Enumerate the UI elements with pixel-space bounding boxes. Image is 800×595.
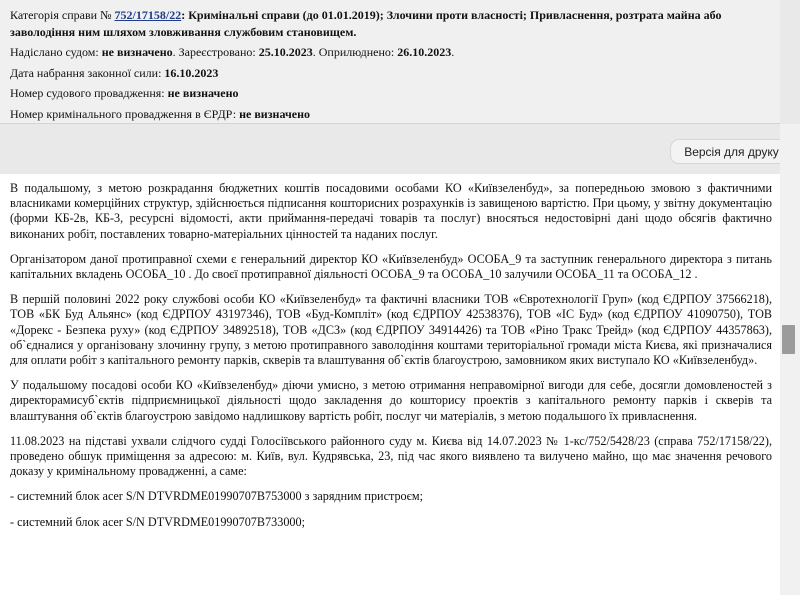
court-proc-value: не визначено	[167, 86, 239, 100]
document-text	[0, 174, 780, 530]
erdr-row	[10, 106, 780, 123]
case-number-link[interactable]: 752/17158/22	[114, 8, 182, 22]
document-paragraph: В подальшому, з метою розкрадання бюджетних коштів посадовими особами КО «Київзеленбуд», за попередньою змовою з фактичними власниками комерційних структур, здійснюється підписання кошторисних розрахунків із завищеною вартістю. При цьому, у звітну документацію (форми КБ-2в, КБ-3, ресурсні відомості, акти приймання-передачі товарів та послуг) вносяться недостовірні дані щодо обсягів фактично виконаних робіт, поставлених товарно-матеріальних цінностей та наданих послуг.	[10, 181, 772, 241]
effective-label: Дата набрання законної сили:	[10, 65, 162, 80]
document-paragraph: В першій половині 2022 року службові особи КО «Київзеленбуд» та фактичні власники ТОВ «Євротехнології Груп» (код ЄДРПОУ 37566218), ТОВ «БК Буд Альянс» (код ЄДРПОУ 43197346), ТОВ «Буд-Комплiт» (код ЄДРПОУ 42538376), ТОВ «IC Буд» (код ЄДРПОУ 41090750), ТОВ «Дорекс - Безпека руху» (код ЄДРПОУ 34892518), ТОВ «ДСЗ» (код ЄДРПОУ 34914426) та ТОВ «Ріно Тракс Трейд» (код ЄДРПОУ 44357863), об`єдналися у організовану злочинну групу, з метою протиправного заволодіння коштами територіальної громади міста Києва, які призначалися для оплати робіт з капітального ремонту парків, скверів та влаштування об`єктів благоустрою, замовником яких виступало КО «Київзеленбуд».	[10, 292, 772, 368]
erdr-label: Номер кримінального провадження в ЄРДР:	[10, 106, 237, 121]
category-value: : Кримінальні справи (до 01.01.2019); Злочини проти власності; Привласнення, розтрата майна або заволодіння ним шляхом зловживання службовим становищем.	[10, 8, 722, 39]
scrollbar[interactable]	[780, 124, 800, 595]
case-category-row	[10, 7, 780, 40]
document-body	[0, 174, 780, 595]
document-paragraph: - системний блок acer S/N DTVRDME01990707B753000 з зарядним пристроєм;	[10, 489, 423, 504]
published-value: 26.10.2023	[397, 45, 452, 59]
scrollbar-thumb[interactable]	[782, 325, 795, 354]
case-info-panel	[0, 0, 780, 124]
effective-value: 16.10.2023	[164, 65, 219, 80]
registered-value: 25.10.2023	[258, 45, 313, 59]
document-paragraph: 11.08.2023 на підставі ухвали слідчого судді Голосіївського районного суду м. Києва від 14.07.2023 № 1-кс/752/5428/23 (справа 752/17158/22), проведено обшук приміщення за адресою: м. Київ, вул. Кудрявська, 23, під час якого виявлено та вилучено майно, що має значення речового доказу у кримінальному провадженні, а саме:	[10, 433, 772, 479]
document-paragraph: - системний блок acer S/N DTVRDME01990707B733000;	[10, 514, 305, 529]
category-label: Категорія справи №	[10, 8, 112, 22]
effective-date-row	[10, 65, 780, 82]
published-label: . Оприлюднено:	[312, 45, 395, 59]
sent-value: не визначено	[101, 45, 173, 59]
document-paragraph: У подальшому посадові особи КО «Київзеленбуд» діючи умисно, з метою отримання неправомірної вигоди для себе, досягли домовленостей з директорамисуб`єктів підприємницької діяльності щодо закладення до кошторису проектів з капітального ремонту парків і скверів та влаштування об`єктів благоустрою завідомо надлишкову вартість робіт, послуг чи матеріалів, з метою подальшого їх привласнення.	[10, 378, 772, 423]
registered-label: . Зареєстровано:	[172, 45, 256, 59]
print-version-button[interactable]: Версія для друку	[670, 139, 793, 164]
court-proc-label: Номер судового провадження:	[10, 86, 165, 100]
erdr-value: не визначено	[239, 106, 310, 121]
document-paragraph: Організатором даної протиправної схеми є генеральний директор КО «Київзеленбуд» ОСОБА_9 та заступник генерального директора з питань капітальних вкладень ОСОБА_10 . До своєї протиправної діяльності ОСОБА_9 та ОСОБА_10 залучили ОСОБА_11 та ОСОБА_12 .	[10, 251, 772, 282]
sent-label: Надіслано судом:	[10, 45, 99, 59]
dates-row: Надіслано судом: не визначено. Зареєстровано: 25.10.2023. Оприлюднено: 26.10.2023.	[10, 45, 455, 59]
court-proceeding-row	[10, 85, 780, 102]
